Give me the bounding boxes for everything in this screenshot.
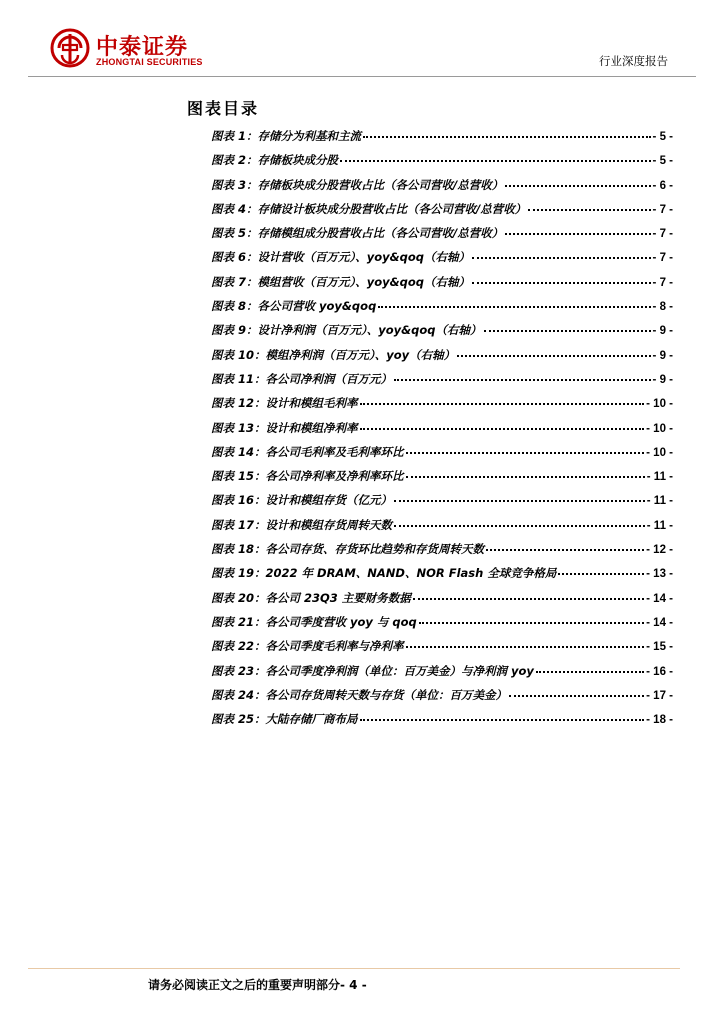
toc-dot-leader — [360, 718, 645, 721]
toc-entry[interactable] — [211, 517, 673, 541]
toc-entry-page: - 5 - — [652, 155, 673, 168]
toc-entry-label: 图表 18：各公司存货、存货环比趋势和存货周转天数 — [211, 542, 485, 557]
toc-entry[interactable] — [211, 298, 673, 322]
toc-entry[interactable] — [211, 420, 673, 444]
toc-entry-label: 图表 21：各公司季度营收 yoy 与 qoq — [211, 614, 417, 629]
toc-entry[interactable] — [211, 395, 673, 419]
toc-entry[interactable] — [211, 274, 673, 298]
toc-entry[interactable] — [211, 201, 673, 225]
toc-entry-page: - 8 - — [652, 301, 673, 314]
toc-entry-page: - 10 - — [646, 446, 673, 459]
toc-entry-label: 图表 12：设计和模组毛利率 — [211, 396, 358, 411]
company-logo — [50, 28, 220, 70]
toc-entry-label: 图表 13：设计和模组净利率 — [211, 420, 358, 435]
toc-entry-page: - 11 - — [646, 495, 673, 508]
toc-entry-page: - 16 - — [646, 665, 673, 678]
toc-entry-page: - 10 - — [646, 398, 673, 411]
toc-entry-page: - 11 - — [646, 519, 673, 532]
toc-entry[interactable] — [211, 128, 673, 152]
toc-entry-label: 图表 8：各公司营收 yoy&qoq — [211, 299, 377, 314]
toc-entry[interactable] — [211, 541, 673, 565]
toc-dot-leader — [340, 159, 651, 162]
toc-list — [211, 128, 673, 735]
logo-english-name: ZHONGTAI SECURITIES — [96, 57, 203, 67]
toc-entry-label: 图表 10：模组净利润（百万元）、yoy（右轴） — [211, 347, 456, 362]
toc-dot-leader — [472, 256, 651, 259]
toc-entry[interactable] — [211, 347, 673, 371]
toc-entry[interactable] — [211, 614, 673, 638]
toc-entry-page: - 7 - — [652, 276, 673, 289]
header-divider — [28, 76, 696, 77]
toc-dot-leader — [505, 184, 650, 187]
toc-dot-leader — [406, 645, 645, 648]
toc-entry[interactable] — [211, 590, 673, 614]
toc-dot-leader — [472, 281, 651, 284]
toc-entry[interactable] — [211, 638, 673, 662]
toc-entry[interactable] — [211, 663, 673, 687]
toc-title: 图表目录 — [187, 99, 260, 118]
toc-entry[interactable] — [211, 152, 673, 176]
toc-dot-leader — [413, 597, 644, 600]
toc-entry-page: - 14 - — [646, 592, 673, 605]
toc-entry-label: 图表 25：大陆存储厂商布局 — [211, 712, 358, 727]
toc-dot-leader — [406, 451, 645, 454]
toc-entry[interactable] — [211, 565, 673, 589]
toc-entry-page: - 11 - — [646, 471, 673, 484]
report-type-label: 行业深度报告 — [599, 54, 668, 68]
logo-chinese-name: 中泰证券 — [96, 35, 189, 60]
toc-entry-label: 图表 2：存储板块成分股 — [211, 153, 339, 168]
toc-entry-page: - 15 - — [646, 641, 673, 654]
toc-entry[interactable] — [211, 225, 673, 249]
toc-entry-page: - 10 - — [646, 422, 673, 435]
toc-entry-label: 图表 6：设计营收（百万元）、yoy&qoq（右轴） — [211, 250, 471, 265]
toc-entry-label: 图表 11：各公司净利润（百万元） — [211, 371, 393, 386]
toc-entry-page: - 7 - — [652, 203, 673, 216]
toc-dot-leader — [394, 378, 651, 381]
toc-entry-label: 图表 7：模组营收（百万元）、yoy&qoq（右轴） — [211, 274, 471, 289]
toc-entry-page: - 9 - — [652, 373, 673, 386]
toc-entry[interactable] — [211, 492, 673, 516]
footer-page-number: - 4 - — [340, 978, 367, 992]
toc-entry-page: - 17 - — [646, 689, 673, 702]
toc-entry-page: - 5 - — [652, 131, 673, 143]
toc-entry-page: - 13 - — [646, 568, 673, 581]
toc-dot-leader — [394, 499, 645, 502]
toc-entry-page: - 18 - — [646, 714, 673, 727]
toc-entry-label: 图表 16：设计和模组存货（亿元） — [211, 493, 393, 508]
toc-entry-page: - 9 - — [652, 325, 673, 338]
toc-entry[interactable] — [211, 711, 673, 735]
toc-dot-leader — [406, 475, 645, 478]
zhongtai-logo-icon — [50, 28, 90, 68]
toc-entry-page: - 14 - — [646, 616, 673, 629]
toc-entry-label: 图表 3：存储板块成分股营收占比（各公司营收/总营收） — [211, 177, 504, 192]
toc-entry[interactable] — [211, 468, 673, 492]
toc-entry[interactable] — [211, 322, 673, 346]
page-header — [0, 0, 724, 80]
footer-notice: 请务必阅读正文之后的重要声明部分 — [148, 978, 341, 992]
toc-dot-leader — [394, 524, 645, 527]
footer-divider — [28, 968, 680, 969]
toc-dot-leader — [360, 402, 645, 405]
toc-entry[interactable] — [211, 687, 673, 711]
toc-entry-page: - 9 - — [652, 349, 673, 362]
toc-dot-leader — [360, 427, 645, 430]
toc-entry[interactable] — [211, 177, 673, 201]
toc-entry-label: 图表 1：存储分为利基和主流 — [211, 129, 362, 143]
toc-entry-label: 图表 4：存储设计板块成分股营收占比（各公司营收/总营收） — [211, 201, 527, 216]
toc-entry-label: 图表 5：存储模组成分股营收占比（各公司营收/总营收） — [211, 226, 504, 241]
toc-entry-label: 图表 22：各公司季度毛利率与净利率 — [211, 639, 404, 654]
toc-dot-leader — [484, 329, 651, 332]
toc-entry-label: 图表 23：各公司季度净利润（单位：百万美金）与净利润 yoy — [211, 663, 534, 678]
toc-entry-label: 图表 24：各公司存货周转天数与存货（单位：百万美金） — [211, 687, 508, 702]
toc-dot-leader — [558, 572, 644, 575]
toc-entry-label: 图表 9：设计净利润（百万元）、yoy&qoq（右轴） — [211, 323, 482, 338]
toc-dot-leader — [378, 305, 650, 308]
toc-entry[interactable] — [211, 371, 673, 395]
toc-dot-leader — [419, 621, 644, 624]
toc-entry-label: 图表 15：各公司净利率及净利率环比 — [211, 469, 404, 484]
toc-dot-leader — [536, 670, 644, 673]
toc-dot-leader — [505, 232, 650, 235]
toc-entry-page: - 7 - — [652, 228, 673, 241]
toc-entry[interactable] — [211, 249, 673, 273]
toc-dot-leader — [486, 548, 644, 551]
toc-dot-leader — [509, 694, 644, 697]
toc-dot-leader — [528, 208, 650, 211]
toc-entry-label: 图表 14：各公司毛利率及毛利率环比 — [211, 444, 404, 459]
toc-entry[interactable] — [211, 444, 673, 468]
toc-entry-page: - 7 - — [652, 252, 673, 265]
toc-entry-label: 图表 20：各公司 23Q3 主要财务数据 — [211, 590, 411, 605]
toc-dot-leader — [457, 354, 650, 357]
toc-entry-page: - 12 - — [646, 544, 673, 557]
toc-entry-label: 图表 17：设计和模组存货周转天数 — [211, 517, 393, 532]
toc-entry-page: - 6 - — [652, 179, 673, 192]
toc-dot-leader — [363, 135, 651, 138]
footer — [148, 976, 367, 993]
toc-entry-label: 图表 19：2022 年 DRAM、NAND、NOR Flash 全球竞争格局 — [211, 566, 557, 581]
